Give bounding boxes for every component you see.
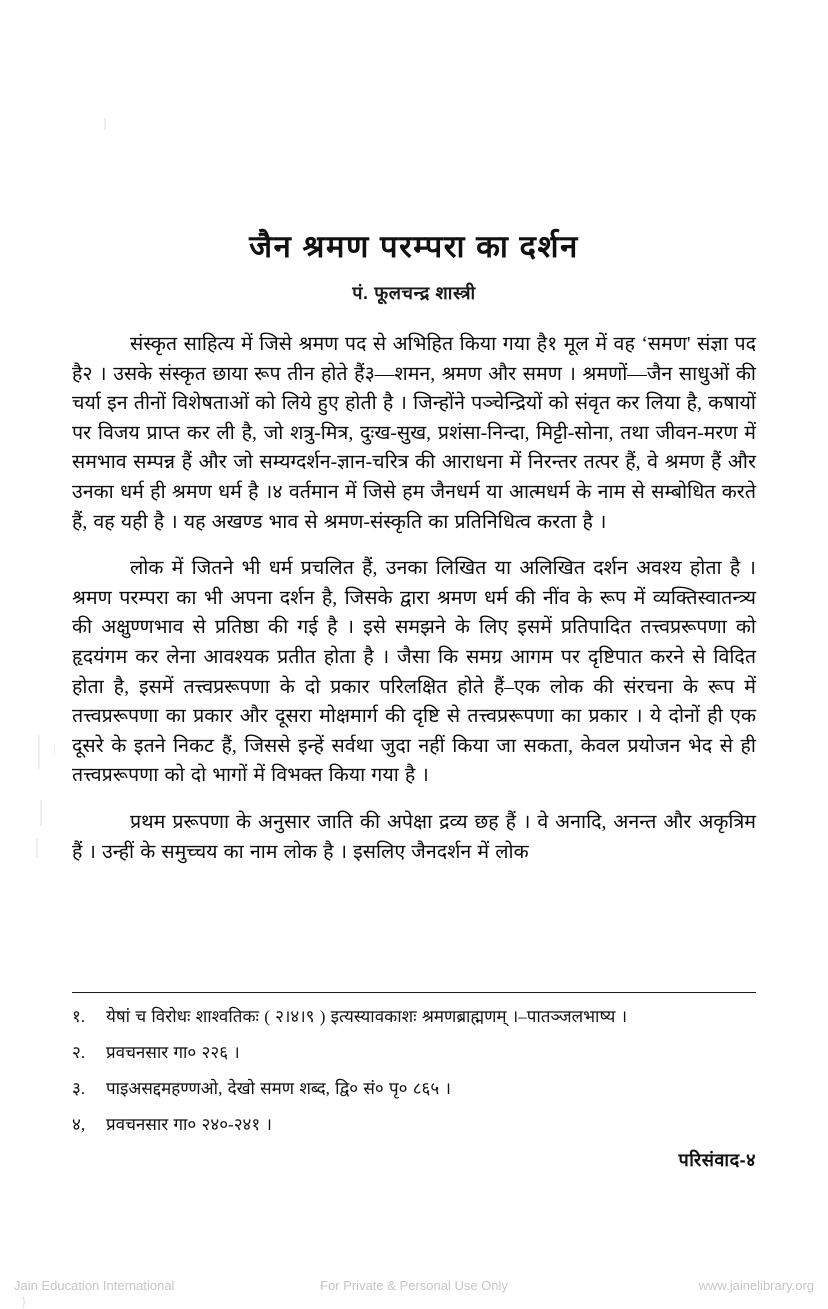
footnote-marker: २. bbox=[72, 1043, 86, 1062]
footnote-text: येषां च विरोधः शाश्वतिकः ( २।४।९ ) इत्यस्यावकाशः श्रमणब्राह्मणम् ।–पातञ्जलभाष्य । bbox=[106, 1007, 628, 1026]
scan-artifact bbox=[38, 735, 40, 769]
footnote-marker: १. bbox=[72, 1007, 86, 1026]
footnote-text: प्रवचनसार गा० २४०-२४१ । bbox=[106, 1115, 272, 1134]
body-text-column bbox=[72, 330, 756, 884]
body-paragraph-2: लोक में जितने भी धर्म प्रचलित हैं, उनका लिखित या अलिखित दर्शन अवश्य होता है । श्रमण परम्परा का भी अपना दर्शन है, जिसके द्वारा श्रमण धर्म की नींव के रूप में व्यक्तिस्वातन्त्र्य की अक्षुण्णभाव से प्रतिष्ठा की गई है । इसे समझने के लिए इसमें प्रतिपादित तत्त्वप्ररूपणा को हृदयंगम कर लेना आवश्यक प्रतीत होता है । जैसा कि समग्र आगम पर दृष्टिपात करने से विदित होता है, इसमें तत्त्वप्ररूपणा के दो प्रकार परिलक्षित होते हैं–एक लोक की संरचना के रूप में तत्त्वप्ररूपणा का प्रकार और दूसरा मोक्षमार्ग की दृष्टि से तत्त्वप्ररूपणा का प्रकार । ये दोनों ही एक दूसरे के इतने निकट हैं, जिससे इन्हें सर्वथा जुदा नहीं किया जा सकता, केवल प्रयोजन भेद से ही तत्त्वप्ररूपणा को दो भागों में विभक्त किया गया है । bbox=[72, 558, 756, 787]
library-footer bbox=[0, 1274, 828, 1296]
footnote-marker: ३. bbox=[72, 1079, 86, 1098]
page-identifier: परिसंवाद-४ bbox=[678, 1150, 756, 1170]
library-footer-center: For Private & Personal Use Only bbox=[320, 1277, 508, 1293]
footnote-text: प्रवचनसार गा० २२६ । bbox=[106, 1043, 240, 1062]
scan-artifact bbox=[36, 838, 38, 858]
author-byline: पं. फूलचन्द्र शास्त्री bbox=[352, 282, 476, 303]
body-paragraph-3: प्रथम प्ररूपणा के अनुसार जाति की अपेक्षा द्रव्य छह हैं । वे अनादि, अनन्त और अकृत्रिम हैं । उन्हीं के समुच्चय का नाम लोक है । इसलिए जैनदर्शन में लोक bbox=[72, 811, 756, 863]
scan-artifact bbox=[40, 800, 42, 826]
scan-artifact bbox=[54, 746, 55, 756]
page-title: जैन श्रमण परम्परा का दर्शन bbox=[249, 229, 579, 264]
footnote-item bbox=[72, 1006, 762, 1028]
footnote-item bbox=[72, 1042, 762, 1064]
library-footer-left: Jain Education International bbox=[14, 1277, 175, 1293]
footnote-item bbox=[72, 1114, 762, 1136]
footnote-text: पाइअसद्दमहण्णओ, देखो समण शब्द, द्वि० सं० पृ० ८६५ । bbox=[106, 1079, 451, 1098]
footnote-separator-rule bbox=[72, 992, 756, 993]
body-paragraph-1: संस्कृत साहित्य में जिसे श्रमण पद से अभिहित किया गया है१ मूल में वह ‘समण' संज्ञा पद है२ । उसके संस्कृत छाया रूप तीन होते हैं३—शमन, श्रमण और समण । श्रमणों—जैन साधुओं की चर्या इन तीनों विशेषताओं को लिये हुए होती है । जिन्होंने पञ्चेन्द्रियों को संवृत कर लिया है, कषायों पर विजय प्राप्त कर ली है, जो शत्रु-मित्र, दुःख-सुख, प्रशंसा-निन्दा, मिट्टी-सोना, तथा जीवन-मरण में समभाव सम्पन्न हैं और जो सम्यग्दर्शन-ज्ञान-चरित्र की आराधना में निरन्तर तत्पर हैं, वे श्रमण हैं और उनका धर्म ही श्रमण धर्म है ।४ वर्तमान में जिसे हम जैनधर्म या आत्मधर्म के नाम से सम्बोधित करते हैं, वह यही है । यह अखण्ड भाव से श्रमण-संस्कृति का प्रतिनिधित्व करता है । bbox=[72, 334, 756, 533]
footnote-marker: ४, bbox=[72, 1115, 86, 1134]
library-footer-url[interactable]: www.jainelibrary.org bbox=[698, 1277, 814, 1293]
footnote-list bbox=[72, 1006, 762, 1150]
footnote-item bbox=[72, 1078, 762, 1100]
library-footer-glyph: } bbox=[22, 1296, 26, 1308]
scan-artifact bbox=[104, 118, 106, 130]
title-block bbox=[0, 228, 828, 305]
